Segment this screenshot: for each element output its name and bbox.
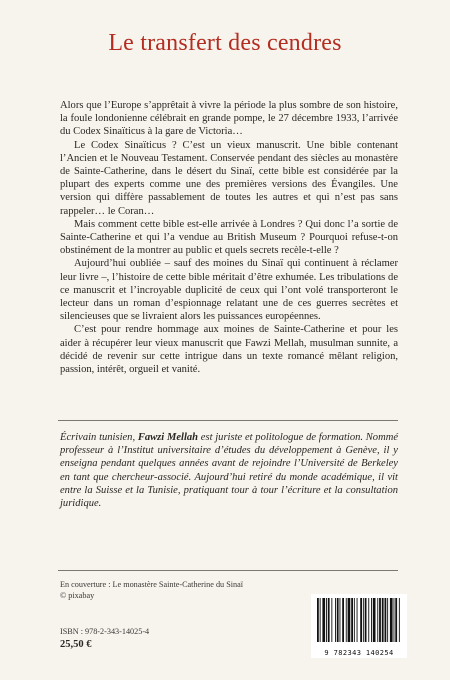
cover-credit: En couverture : Le monastère Sainte-Catherine du Sinaï [60,580,244,589]
divider-top [58,420,398,421]
cover-credits [60,579,243,601]
barcode-bar [337,598,339,642]
photo-credit: © pixabay [60,591,95,600]
barcode-bar [317,598,319,642]
barcode-bar [342,598,344,642]
barcode-bar [348,598,351,642]
paragraph-history: Aujourd’hui oubliée – sauf des moines du Sinaï qui continuent à réclamer leur livre –, l’histoire de cette bible méritait d’être exhumée. Les tribulations de ce manuscrit et l’incroyable duplicité de ceux qui l’ont volé transporteront le lecteur dans un roman d’espionnage relatant une de ces guerres secrètes et silencieuses que se livraient alors les puissances européennes. [60,258,398,323]
barcode-bar [387,598,388,642]
barcode-bar [354,598,355,642]
barcode-bar [331,598,332,642]
author-bio [60,431,398,510]
barcode-bar [385,598,387,642]
barcode-bar [382,598,384,642]
barcode-bar [328,598,330,642]
barcode-bar [365,598,367,642]
barcode-bar [390,598,393,642]
barcode-bar [363,598,364,642]
barcode-bar [368,598,369,642]
barcode-bar [360,598,362,642]
barcode [311,594,407,658]
barcode-bars [315,598,403,646]
barcode-bar [399,598,400,642]
barcode-bar [335,598,336,642]
barcode-bar [326,598,327,642]
barcode-bar [322,598,325,642]
barcode-bar [320,598,321,642]
barcode-bar [351,598,353,642]
barcode-bar [395,598,397,642]
book-title: Le transfert des cendres [108,30,342,56]
bio-intro: Écrivain tunisien, [60,432,138,443]
author-name: Fawzi Mellah [137,432,199,443]
paragraph-homage: C’est pour rendre hommage aux moines de Sainte-Catherine et pour les aider à récupérer leur vieux manuscrit que Fawzi Mellah, musulman sunnite, a décidé de revenir sur cette intrigue dans un texte romancé mêlant religion, passion, intérêt, orgueil et vanité. [60,324,398,376]
barcode-bar [340,598,341,642]
barcode-bar [373,598,376,642]
barcode-digits: 9 782343 140254 [324,649,394,657]
barcode-bar [371,598,372,642]
barcode-bar [377,598,378,642]
barcode-bar [357,598,358,642]
back-cover-text [60,99,398,376]
barcode-bar [394,598,395,642]
barcode-bar [379,598,381,642]
isbn: ISBN : 978-2-343-14025-4 [60,627,150,636]
bio-details: est juriste et politologue de formation. Nommé professeur à l’Institut universitaire d’études du développement à Genève, il y enseigna pendant quelques années avant de rejoindre l’Université de Berkeley en tant que chercheur-associé. Aujourd’hui retiré du monde académique, il vit entre la Suisse et la Tunisie, pratiquant tour à tour l’écriture et la consultation juridique. [60,432,398,510]
paragraph-questions: Mais comment cette bible est-elle arrivée à Londres ? Qui donc l’a sortie de Sainte-Catherine et qui l’a vendue au British Museum ? Pourquoi refuse-t-on obstinément de la montrer au public et quels secrets recèle-t-elle ? [60,218,398,257]
paragraph-intro: Alors que l’Europe s’apprêtait à vivre la période la plus sombre de son histoire, la foule londonienne célébrait en grande pompe, le 27 décembre 1933, l’arrivée du Codex Sinaïticus à la gare de Victoria… [60,100,398,138]
divider-bottom [58,570,398,571]
price: 25,50 € [60,639,92,650]
barcode-bar [346,598,347,642]
paragraph-codex: Le Codex Sinaïticus ? C’est un vieux manuscrit. Une bible contenant l’Ancien et le Nouveau Testament. Conservée pendant des siècles au monastère de Sainte-Catherine, dans le désert du Sinaï, cette bible est considérée par la plupart des experts comme une des premières versions des Évangiles. Une version qui diffère passablement de toutes les autres et qui n’est pas sans rappeler… le Coran… [60,139,398,217]
